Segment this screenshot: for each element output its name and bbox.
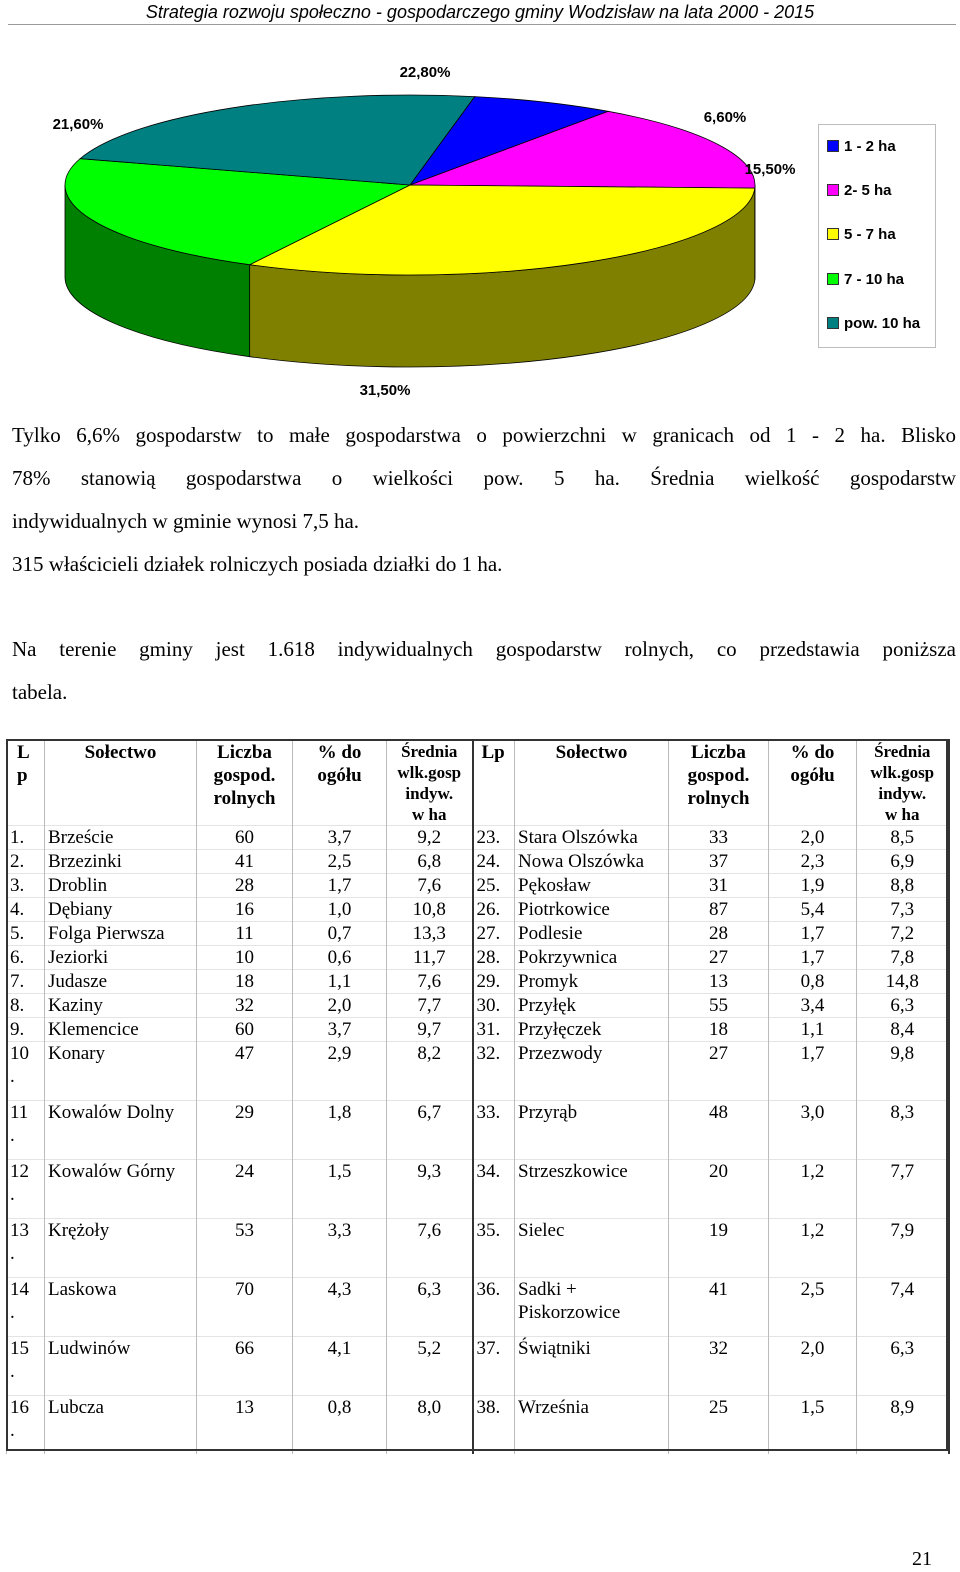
cell-srednia: 8,0	[387, 1396, 473, 1455]
cell-procent-2: 2,0	[769, 826, 857, 850]
header-solectwo-2: Sołectwo	[515, 739, 669, 826]
cell-liczba: 18	[197, 970, 293, 994]
cell-liczba: 11	[197, 922, 293, 946]
cell-liczba-2: 48	[669, 1101, 769, 1160]
cell-liczba: 32	[197, 994, 293, 1018]
cell-lp-2: 26.	[473, 898, 515, 922]
cell-procent: 1,1	[293, 970, 387, 994]
cell-srednia-2: 8,9	[857, 1396, 949, 1455]
cell-liczba-2: 37	[669, 850, 769, 874]
table-row	[7, 994, 949, 1018]
cell-solectwo-2: Września	[515, 1396, 669, 1455]
cell-procent-2: 3,0	[769, 1101, 857, 1160]
cell-liczba: 16	[197, 898, 293, 922]
table-row	[7, 1278, 949, 1337]
cell-procent: 1,0	[293, 898, 387, 922]
cell-lp: 1.	[7, 826, 45, 850]
cell-liczba-2: 87	[669, 898, 769, 922]
cell-procent-2: 5,4	[769, 898, 857, 922]
cell-lp-2: 23.	[473, 826, 515, 850]
cell-liczba-2: 18	[669, 1018, 769, 1042]
cell-solectwo: Jeziorki	[45, 946, 197, 970]
page-number: 21	[912, 1548, 932, 1570]
header-liczba-2	[669, 739, 769, 826]
cell-liczba-2: 41	[669, 1278, 769, 1337]
cell-srednia-2: 6,3	[857, 1337, 949, 1396]
pie-data-label-3: 21,60%	[52, 116, 104, 133]
cell-procent-2: 1,7	[769, 922, 857, 946]
cell-srednia-2: 7,3	[857, 898, 949, 922]
header-procent-2	[769, 739, 857, 826]
legend-swatch	[827, 228, 839, 240]
cell-solectwo: Krężoły	[45, 1219, 197, 1278]
paragraph-1-line-2: 78% stanowią gospodarstwa o wielkości pow. 5 ha. Średnia wielkość gospodarstw	[12, 466, 956, 490]
cell-lp-2: 38.	[473, 1396, 515, 1455]
cell-solectwo: Folga Pierwsza	[45, 922, 197, 946]
cell-liczba: 29	[197, 1101, 293, 1160]
cell-procent-2: 1,9	[769, 874, 857, 898]
cell-solectwo: Droblin	[45, 874, 197, 898]
legend-label: pow. 10 ha	[844, 315, 921, 332]
cell-solectwo-2: Strzeszkowice	[515, 1160, 669, 1219]
cell-solectwo-2: Piotrkowice	[515, 898, 669, 922]
cell-srednia: 13,3	[387, 922, 473, 946]
cell-srednia: 6,7	[387, 1101, 473, 1160]
header-solectwo: Sołectwo	[45, 739, 197, 826]
cell-lp-2: 34.	[473, 1160, 515, 1219]
header-srednia-line-1: Średnia	[874, 742, 931, 761]
cell-lp-2: 31.	[473, 1018, 515, 1042]
cell-solectwo-2: Przyłęk	[515, 994, 669, 1018]
header-srednia-2	[857, 739, 949, 826]
cell-procent: 3,7	[293, 826, 387, 850]
pie-data-label-1: 15,50%	[744, 161, 796, 178]
legend-item-1-2ha	[827, 137, 896, 157]
cell-procent-2: 2,0	[769, 1337, 857, 1396]
cell-srednia: 9,2	[387, 826, 473, 850]
cell-liczba: 60	[197, 1018, 293, 1042]
legend-label: 2- 5 ha	[844, 182, 892, 199]
chart-legend	[818, 124, 936, 348]
header-liczba-line-3: rolnych	[687, 788, 750, 809]
header-srednia	[387, 739, 473, 826]
cell-lp-2: 28.	[473, 946, 515, 970]
paragraph-2: 315 właścicieli działek rolniczych posiada działki do 1 ha.	[12, 552, 503, 576]
cell-srednia: 6,3	[387, 1278, 473, 1337]
table-row	[7, 898, 949, 922]
cell-srednia-2: 8,8	[857, 874, 949, 898]
cell-solectwo-2: Podlesie	[515, 922, 669, 946]
pie-data-label-0: 6,60%	[703, 109, 747, 126]
header-srednia-line-2: wlk.gosp	[397, 763, 462, 782]
cell-lp: 7.	[7, 970, 45, 994]
cell-solectwo: Brzeście	[45, 826, 197, 850]
cell-solectwo-2: Przyrąb	[515, 1101, 669, 1160]
cell-solectwo: Ludwinów	[45, 1337, 197, 1396]
cell-srednia-2: 7,9	[857, 1219, 949, 1278]
cell-lp: 4.	[7, 898, 45, 922]
cell-srednia-2: 6,3	[857, 994, 949, 1018]
cell-lp-2: 32.	[473, 1042, 515, 1101]
cell-solectwo-2: Nowa Olszówka	[515, 850, 669, 874]
cell-liczba-2: 20	[669, 1160, 769, 1219]
table-row	[7, 1396, 949, 1455]
cell-srednia: 6,8	[387, 850, 473, 874]
header-liczba-line-3: rolnych	[213, 788, 276, 809]
cell-procent: 0,8	[293, 1396, 387, 1455]
cell-lp-2: 35.	[473, 1219, 515, 1278]
cell-liczba: 53	[197, 1219, 293, 1278]
cell-procent: 1,8	[293, 1101, 387, 1160]
cell-srednia-2: 7,2	[857, 922, 949, 946]
cell-solectwo: Lubcza	[45, 1396, 197, 1455]
cell-srednia: 5,2	[387, 1337, 473, 1396]
header-lp	[7, 739, 45, 826]
table-row	[7, 1042, 949, 1101]
cell-liczba-2: 55	[669, 994, 769, 1018]
pie-chart	[0, 40, 960, 410]
header-srednia-line-1: Średnia	[401, 742, 458, 761]
cell-procent-2: 0,8	[769, 970, 857, 994]
cell-procent-2: 2,3	[769, 850, 857, 874]
cell-solectwo: Klemencice	[45, 1018, 197, 1042]
farms-table	[6, 739, 950, 1454]
cell-solectwo-2: Przezwody	[515, 1042, 669, 1101]
header-lp-2: Lp	[473, 739, 515, 826]
cell-liczba: 60	[197, 826, 293, 850]
pie-tops	[65, 95, 755, 275]
cell-solectwo: Kaziny	[45, 994, 197, 1018]
table-row	[7, 1337, 949, 1396]
cell-solectwo: Brzezinki	[45, 850, 197, 874]
cell-procent: 4,1	[293, 1337, 387, 1396]
page-header: Strategia rozwoju społeczno - gospodarczego gminy Wodzisław na lata 2000 - 2015	[145, 2, 815, 22]
header-srednia-line-4: w ha	[412, 805, 447, 824]
table-row	[7, 1018, 949, 1042]
header-procent-line-1: % do	[790, 742, 835, 763]
header-lp-line-2: p	[17, 765, 28, 786]
cell-liczba-2: 32	[669, 1337, 769, 1396]
header-liczba-line-2: gospod.	[213, 765, 276, 786]
cell-srednia: 7,6	[387, 874, 473, 898]
cell-lp-2: 24.	[473, 850, 515, 874]
cell-procent: 1,7	[293, 874, 387, 898]
cell-lp: 9.	[7, 1018, 45, 1042]
cell-liczba: 66	[197, 1337, 293, 1396]
cell-lp: 8.	[7, 994, 45, 1018]
legend-swatch	[827, 140, 839, 152]
cell-procent: 3,7	[293, 1018, 387, 1042]
cell-liczba-2: 31	[669, 874, 769, 898]
cell-solectwo-2: Promyk	[515, 970, 669, 994]
cell-srednia-2: 8,5	[857, 826, 949, 850]
cell-srednia-2: 8,4	[857, 1018, 949, 1042]
header-procent-line-2: ogółu	[317, 765, 362, 786]
cell-lp-2: 25.	[473, 874, 515, 898]
table-row	[7, 946, 949, 970]
cell-procent-2: 1,1	[769, 1018, 857, 1042]
cell-lp-2: 30.	[473, 994, 515, 1018]
cell-procent: 0,6	[293, 946, 387, 970]
pie-data-label-2: 31,50%	[359, 382, 411, 399]
legend-item-pow-10ha	[827, 314, 920, 334]
cell-srednia-2: 7,8	[857, 946, 949, 970]
cell-lp-2: 36.	[473, 1278, 515, 1337]
cell-lp: 13 .	[7, 1219, 45, 1278]
cell-procent: 2,9	[293, 1042, 387, 1101]
cell-srednia: 9,3	[387, 1160, 473, 1219]
legend-item-2-5ha	[827, 181, 892, 201]
cell-srednia-2: 14,8	[857, 970, 949, 994]
cell-solectwo-2: Przyłęczek	[515, 1018, 669, 1042]
cell-liczba-2: 25	[669, 1396, 769, 1455]
cell-srednia: 10,8	[387, 898, 473, 922]
cell-lp-2: 37.	[473, 1337, 515, 1396]
pie-data-label-4: 22,80%	[399, 64, 451, 81]
header-liczba	[197, 739, 293, 826]
cell-procent-2: 1,2	[769, 1160, 857, 1219]
cell-solectwo-2: Pokrzywnica	[515, 946, 669, 970]
cell-procent: 0,7	[293, 922, 387, 946]
cell-liczba-2: 19	[669, 1219, 769, 1278]
cell-lp: 10 .	[7, 1042, 45, 1101]
cell-lp: 12 .	[7, 1160, 45, 1219]
paragraph-1-line-1: Tylko 6,6% gospodarstw to małe gospodarstwa o powierzchni w granicach od 1 - 2 ha. Blisko	[12, 423, 956, 447]
cell-liczba: 70	[197, 1278, 293, 1337]
cell-solectwo-2: Sadki + Piskorzowice	[515, 1278, 669, 1337]
table-row	[7, 1219, 949, 1278]
header-procent-line-1: % do	[317, 742, 362, 763]
cell-liczba: 47	[197, 1042, 293, 1101]
cell-solectwo-2: Sielec	[515, 1219, 669, 1278]
legend-label: 1 - 2 ha	[844, 138, 896, 155]
legend-swatch	[827, 317, 839, 329]
header-srednia-line-3: indyw.	[878, 784, 927, 803]
cell-srednia: 7,7	[387, 994, 473, 1018]
cell-lp: 3.	[7, 874, 45, 898]
header-srednia-line-4: w ha	[885, 805, 920, 824]
cell-lp: 5.	[7, 922, 45, 946]
cell-procent-2: 1,2	[769, 1219, 857, 1278]
table-row	[7, 874, 949, 898]
table-row	[7, 970, 949, 994]
legend-item-5-7ha	[827, 225, 896, 245]
cell-liczba: 13	[197, 1396, 293, 1455]
cell-lp-2: 29.	[473, 970, 515, 994]
table-row	[7, 826, 949, 850]
table-row	[7, 922, 949, 946]
cell-liczba-2: 28	[669, 922, 769, 946]
cell-liczba-2: 33	[669, 826, 769, 850]
cell-srednia-2: 7,4	[857, 1278, 949, 1337]
cell-liczba: 28	[197, 874, 293, 898]
cell-liczba: 41	[197, 850, 293, 874]
cell-srednia: 8,2	[387, 1042, 473, 1101]
cell-procent-2: 1,7	[769, 1042, 857, 1101]
cell-solectwo-2: Pękosław	[515, 874, 669, 898]
table-row	[7, 850, 949, 874]
cell-srednia-2: 9,8	[857, 1042, 949, 1101]
cell-liczba-2: 27	[669, 1042, 769, 1101]
header-liczba-line-1: Liczba	[691, 742, 746, 763]
cell-solectwo: Konary	[45, 1042, 197, 1101]
legend-item-7-10ha	[827, 270, 904, 290]
cell-lp: 15 .	[7, 1337, 45, 1396]
header-lp-line-1: L	[17, 742, 30, 763]
cell-lp-2: 33.	[473, 1101, 515, 1160]
legend-swatch	[827, 273, 839, 285]
cell-lp: 14 .	[7, 1278, 45, 1337]
cell-srednia: 9,7	[387, 1018, 473, 1042]
cell-lp: 6.	[7, 946, 45, 970]
header-liczba-line-2: gospod.	[687, 765, 750, 786]
cell-lp: 16 .	[7, 1396, 45, 1455]
cell-srednia-2: 7,7	[857, 1160, 949, 1219]
cell-srednia-2: 8,3	[857, 1101, 949, 1160]
cell-liczba-2: 13	[669, 970, 769, 994]
cell-solectwo: Judasze	[45, 970, 197, 994]
cell-procent-2: 3,4	[769, 994, 857, 1018]
cell-srednia-2: 6,9	[857, 850, 949, 874]
cell-solectwo: Kowalów Górny	[45, 1160, 197, 1219]
cell-liczba-2: 27	[669, 946, 769, 970]
cell-procent-2: 2,5	[769, 1278, 857, 1337]
header-rule	[8, 24, 956, 25]
cell-procent: 3,3	[293, 1219, 387, 1278]
paragraph-3-line-1: Na terenie gminy jest 1.618 indywidualnych gospodarstw rolnych, co przedstawia poniższa	[12, 637, 956, 661]
header-srednia-line-3: indyw.	[405, 784, 454, 803]
legend-swatch	[827, 184, 839, 196]
cell-procent: 2,0	[293, 994, 387, 1018]
cell-procent-2: 1,5	[769, 1396, 857, 1455]
cell-srednia: 7,6	[387, 970, 473, 994]
header-procent-line-2: ogółu	[790, 765, 835, 786]
cell-lp-2: 27.	[473, 922, 515, 946]
header-liczba-line-1: Liczba	[217, 742, 272, 763]
cell-procent: 2,5	[293, 850, 387, 874]
header-procent	[293, 739, 387, 826]
paragraph-3-line-2: tabela.	[12, 680, 68, 704]
cell-solectwo: Kowalów Dolny	[45, 1101, 197, 1160]
cell-solectwo-2: Świątniki	[515, 1337, 669, 1396]
cell-lp: 11 .	[7, 1101, 45, 1160]
legend-label: 7 - 10 ha	[844, 271, 905, 288]
cell-liczba: 24	[197, 1160, 293, 1219]
cell-solectwo-2: Stara Olszówka	[515, 826, 669, 850]
cell-lp: 2.	[7, 850, 45, 874]
cell-procent-2: 1,7	[769, 946, 857, 970]
table-row	[7, 1101, 949, 1160]
table-header-row	[7, 739, 949, 826]
cell-procent: 1,5	[293, 1160, 387, 1219]
header-srednia-line-2: wlk.gosp	[870, 763, 935, 782]
cell-srednia: 7,6	[387, 1219, 473, 1278]
cell-liczba: 10	[197, 946, 293, 970]
paragraph-1-line-3: indywidualnych w gminie wynosi 7,5 ha.	[12, 509, 360, 533]
table-row	[7, 1160, 949, 1219]
cell-srednia: 11,7	[387, 946, 473, 970]
legend-label: 5 - 7 ha	[844, 226, 896, 243]
cell-procent: 4,3	[293, 1278, 387, 1337]
cell-solectwo: Laskowa	[45, 1278, 197, 1337]
cell-solectwo: Dębiany	[45, 898, 197, 922]
